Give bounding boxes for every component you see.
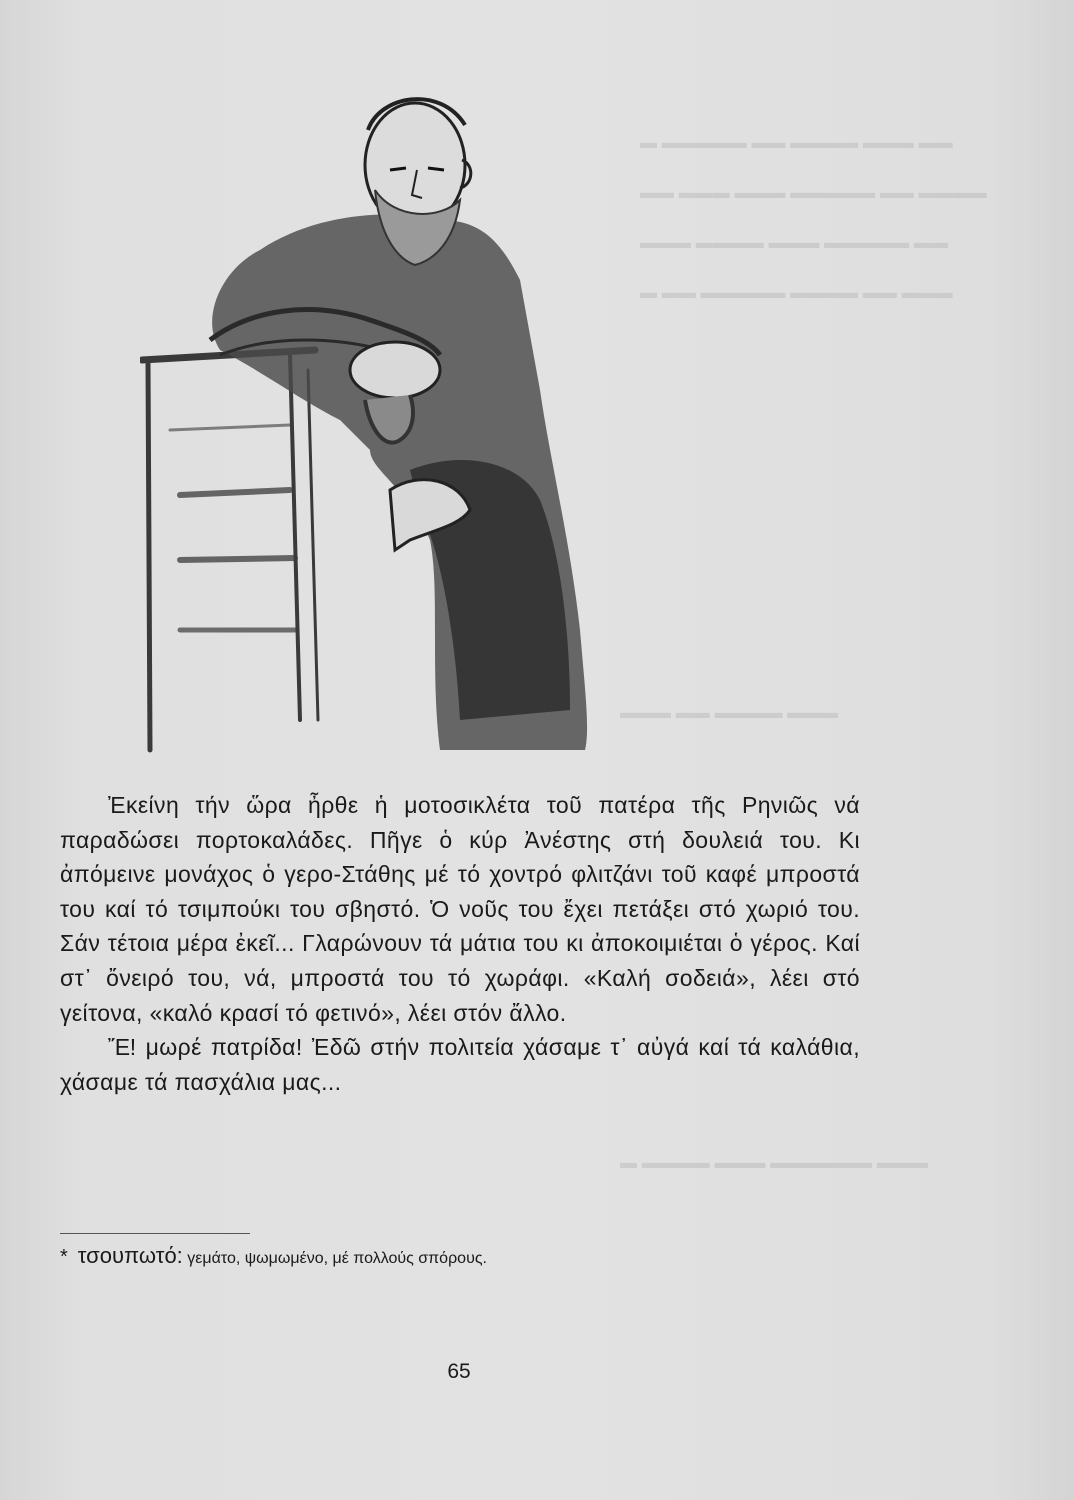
footnote-divider [60,1233,250,1234]
bleed-through-text: ▬▬▬ ▬▬▬▬ ▬▬ ▬▬▬ [620,703,839,722]
paragraph: Ἐκείνη τήν ὥρα ἦρθε ἡ μοτοσικλέτα τοῦ πατέρα τῆς Ρηνιῶς νά παραδώσει πορτοκαλάδες. Πῆγε ὁ κύρ Ἀνέστης στή δουλειά του. Κι ἀπόμεινε μονάχος ὁ γερο-Στάθης μέ τό χοντρό φλιτζάνι τοῦ καφέ μπροστά του καί τό τσιμπούκι του σβηστό. Ὁ νοῦς του ἔχει πετάξει στό χωριό του. Σάν τέτοια μέρα ἐκεῖ... Γλαρώνουν τά μάτια του κι ἀποκοιμιέται ὁ γέρος. Καί στ᾽ ὄνειρό του, νά, μπροστά του τό χωράφι. «Καλή σοδειά», λέει στό γείτονα, «καλό κρασί τό φετινό», λέει στόν ἄλλο. [60,792,860,1026]
footnote-term: τσουπωτό: [77,1243,183,1268]
bleed-through-text: ▬▬ ▬▬▬ ▬▬▬▬ ▬▬ ▬▬▬▬▬ ▬ [640,133,953,152]
bleed-through-text: ▬▬ ▬▬▬▬▬ ▬▬▬ ▬▬▬▬ ▬▬▬ [640,233,948,252]
bleed-through-text: ▬▬▬ ▬▬▬▬▬▬ ▬▬▬ ▬▬▬▬ ▬ [620,1153,928,1172]
bleed-through-text: ▬▬▬▬ ▬▬ ▬▬▬▬▬ ▬▬▬ ▬▬▬ ▬▬ [640,183,987,202]
paragraph: Ἔ! μωρέ πατρίδα! Ἐδῶ στήν πολιτεία χάσαμε τ᾽ αὐγά καί τά καλάθια, χάσαμε τά πασχάλια μας... [60,1034,860,1095]
footnote-definition: γεμάτο, ψωμωμένο, μέ πολλούς σπόρους. [187,1250,487,1267]
old-man-illustration [140,70,620,760]
page-number: 65 [447,1360,471,1383]
footnote [60,1244,487,1271]
story-text [60,788,860,1099]
bleed-through-text: ▬▬▬ ▬▬ ▬▬▬▬ ▬▬▬▬▬ ▬▬ ▬ [640,283,953,302]
footnote-marker: * [60,1246,68,1268]
